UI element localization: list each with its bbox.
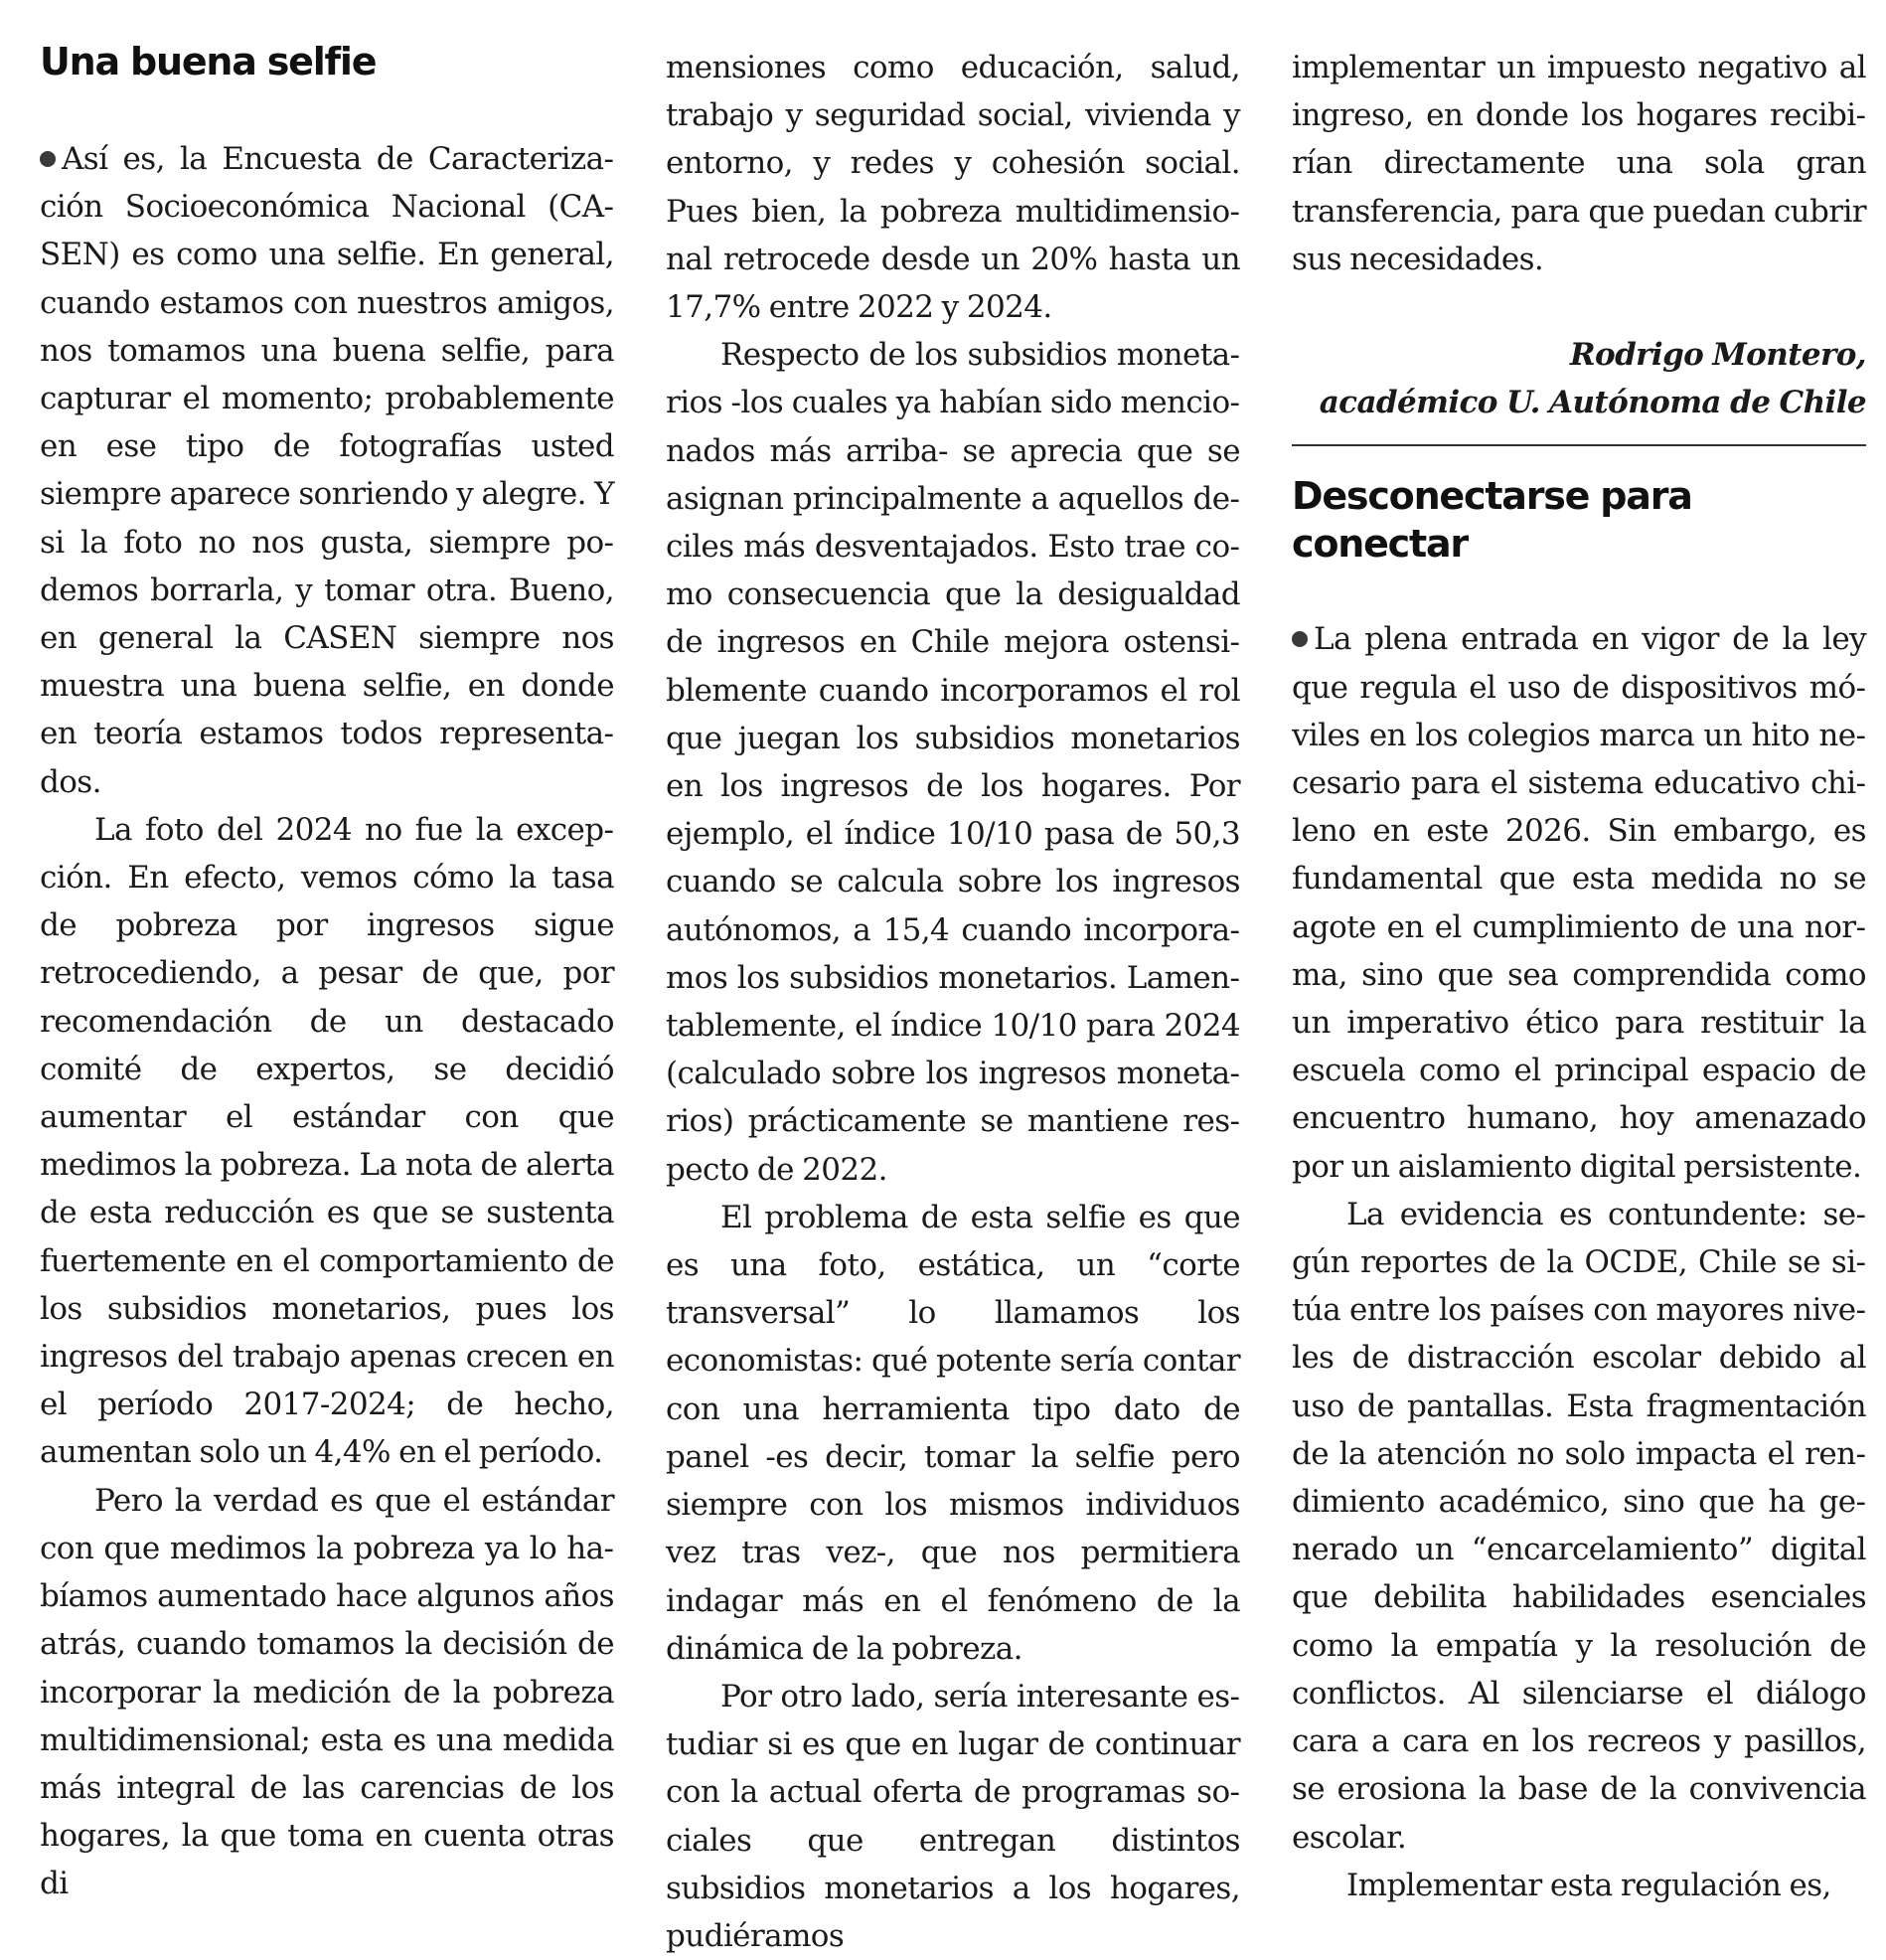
article-1-paragraph-5: El problema de esta selfie es que es una foto, estática, un “corte transversal” lo llamamos los economistas: qué potente sería contar con una herramienta tipo dato de panel -es decir, tomar la selfie pero siempre con los mismos individuos vez tras vez-, que nos permitiera indagar más en el fenómeno de la dinámica de la pobreza. <box>666 1199 1240 1667</box>
article-1-paragraph-1: Así es, la Encuesta de Caracterización Socioeconómica Nacional (CASEN) es como una selfie. En general, cuando estamos con nuestros amigos, nos tomamos una buena selfie, para capturar el momento; probablemente en ese tipo de fotografías usted siempre aparece sonriendo y alegre. Y si la foto no nos gusta, siempre podemos borrarla, y tomar otra. Bueno, en general la CASEN siempre nos muestra una buena selfie, en donde en teoría estamos todos representados. <box>40 141 614 800</box>
author-signature <box>1292 331 1866 426</box>
bullet-icon <box>1292 631 1308 647</box>
article-1-paragraph-3: Pero la verdad es que el estándar con que medimos la pobreza ya lo habíamos aumentado hace algunos años atrás, cuando tomamos la decisión de incorporar la medición de la pobreza multidimensional; esta es una medida más integral de las carencias de los hogares, la que toma en cuenta otras di <box>40 1482 614 1902</box>
article-1-paragraph-4: Respecto de los subsidios monetarios -los cuales ya habían sido mencionados más arriba- se aprecia que se asignan principalmente a aquellos deciles más desventajados. Esto trae como consecuencia que la desigualdad de ingresos en Chile mejora ostensiblemente cuando incorporamos el rol que juegan los subsidios monetarios en los ingresos de los hogares. Por ejemplo, el índice 10/10 pasa de 50,3 cuando se calcula sobre los ingresos autónomos, a 15,4 cuando incorporamos los subsidios monetarios. Lamentablemente, el índice 10/10 para 2024 (calculado sobre los ingresos monetarios) prácticamente se mantiene respecto de 2022. <box>666 337 1240 1188</box>
article-1-headline: Una buena selfie <box>40 40 377 83</box>
article-1-paragraph-2: La foto del 2024 no fue la excepción. En efecto, vemos cómo la tasa de pobreza por ingresos sigue retrocediendo, a pesar de que, por recomendación de un destacado comité de expertos, se decidió aumentar el estándar con que medimos la pobreza. La nota de alerta de esta reducción es que se sustenta fuertemente en el comportamiento de los subsidios monetarios, pues los ingresos del trabajo apenas crecen en el período 2017-2024; de hecho, aumentan solo un 4,4% en el período. <box>40 811 614 1471</box>
article-1-paragraph-6-continued: implementar un impuesto negativo al ingreso, en donde los hogares recibirían directamente una sola gran transferencia, para que puedan cubrir sus necesidades. <box>1292 50 1866 277</box>
author-name: Rodrigo Montero, <box>1569 337 1866 374</box>
article-1-paragraph-6: Por otro lado, sería interesante estudiar si es que en lugar de continuar con la actual oferta de programas sociales que entregan distintos subsidios monetarios a los hogares, pudiéramos <box>666 1678 1240 1954</box>
article-2-paragraph-1: La plena entrada en vigor de la ley que regula el uso de dispositivos móviles en los colegios marca un hito necesario para el sistema educativo chileno en este 2026. Sin embargo, es fundamental que esta medida no se agote en el cumplimiento de una norma, sino que sea comprendida como un imperativo ético para restituir la escuela como el principal espacio de encuentro humano, hoy amenazado por un aislamiento digital persistente. <box>1292 621 1866 1185</box>
column-3 <box>1292 0 1866 1909</box>
author-affiliation: académico U. Autónoma de Chile <box>1319 385 1866 421</box>
column-2 <box>666 0 1240 1960</box>
column-1 <box>40 0 614 1908</box>
article-2-paragraph-2: La evidencia es contundente: según reportes de la OCDE, Chile se sitúa entre los países con mayores niveles de distracción escolar debido al uso de pantallas. Esta fragmentación de la atención no solo impacta el rendimiento académico, sino que ha generado un “encarcelamiento” digital que debilita habilidades esenciales como la empatía y la resolución de conflictos. Al silenciarse el diálogo cara a cara en los recreos y pasillos, se erosiona la base de la convivencia escolar. <box>1292 1196 1866 1856</box>
article-1-paragraph-3-continued: mensiones como educación, salud, trabajo y seguridad social, vivienda y entorno, y redes y cohesión social. Pues bien, la pobreza multidimensional retrocede desde un 20% hasta un 17,7% entre 2022 y 2024. <box>666 50 1240 326</box>
bullet-icon <box>40 151 56 167</box>
article-2-paragraph-3: Implementar esta regulación es, <box>1346 1867 1831 1903</box>
article-divider <box>1292 444 1866 446</box>
article-2-headline: Desconectarse para conectar <box>1292 474 1692 567</box>
